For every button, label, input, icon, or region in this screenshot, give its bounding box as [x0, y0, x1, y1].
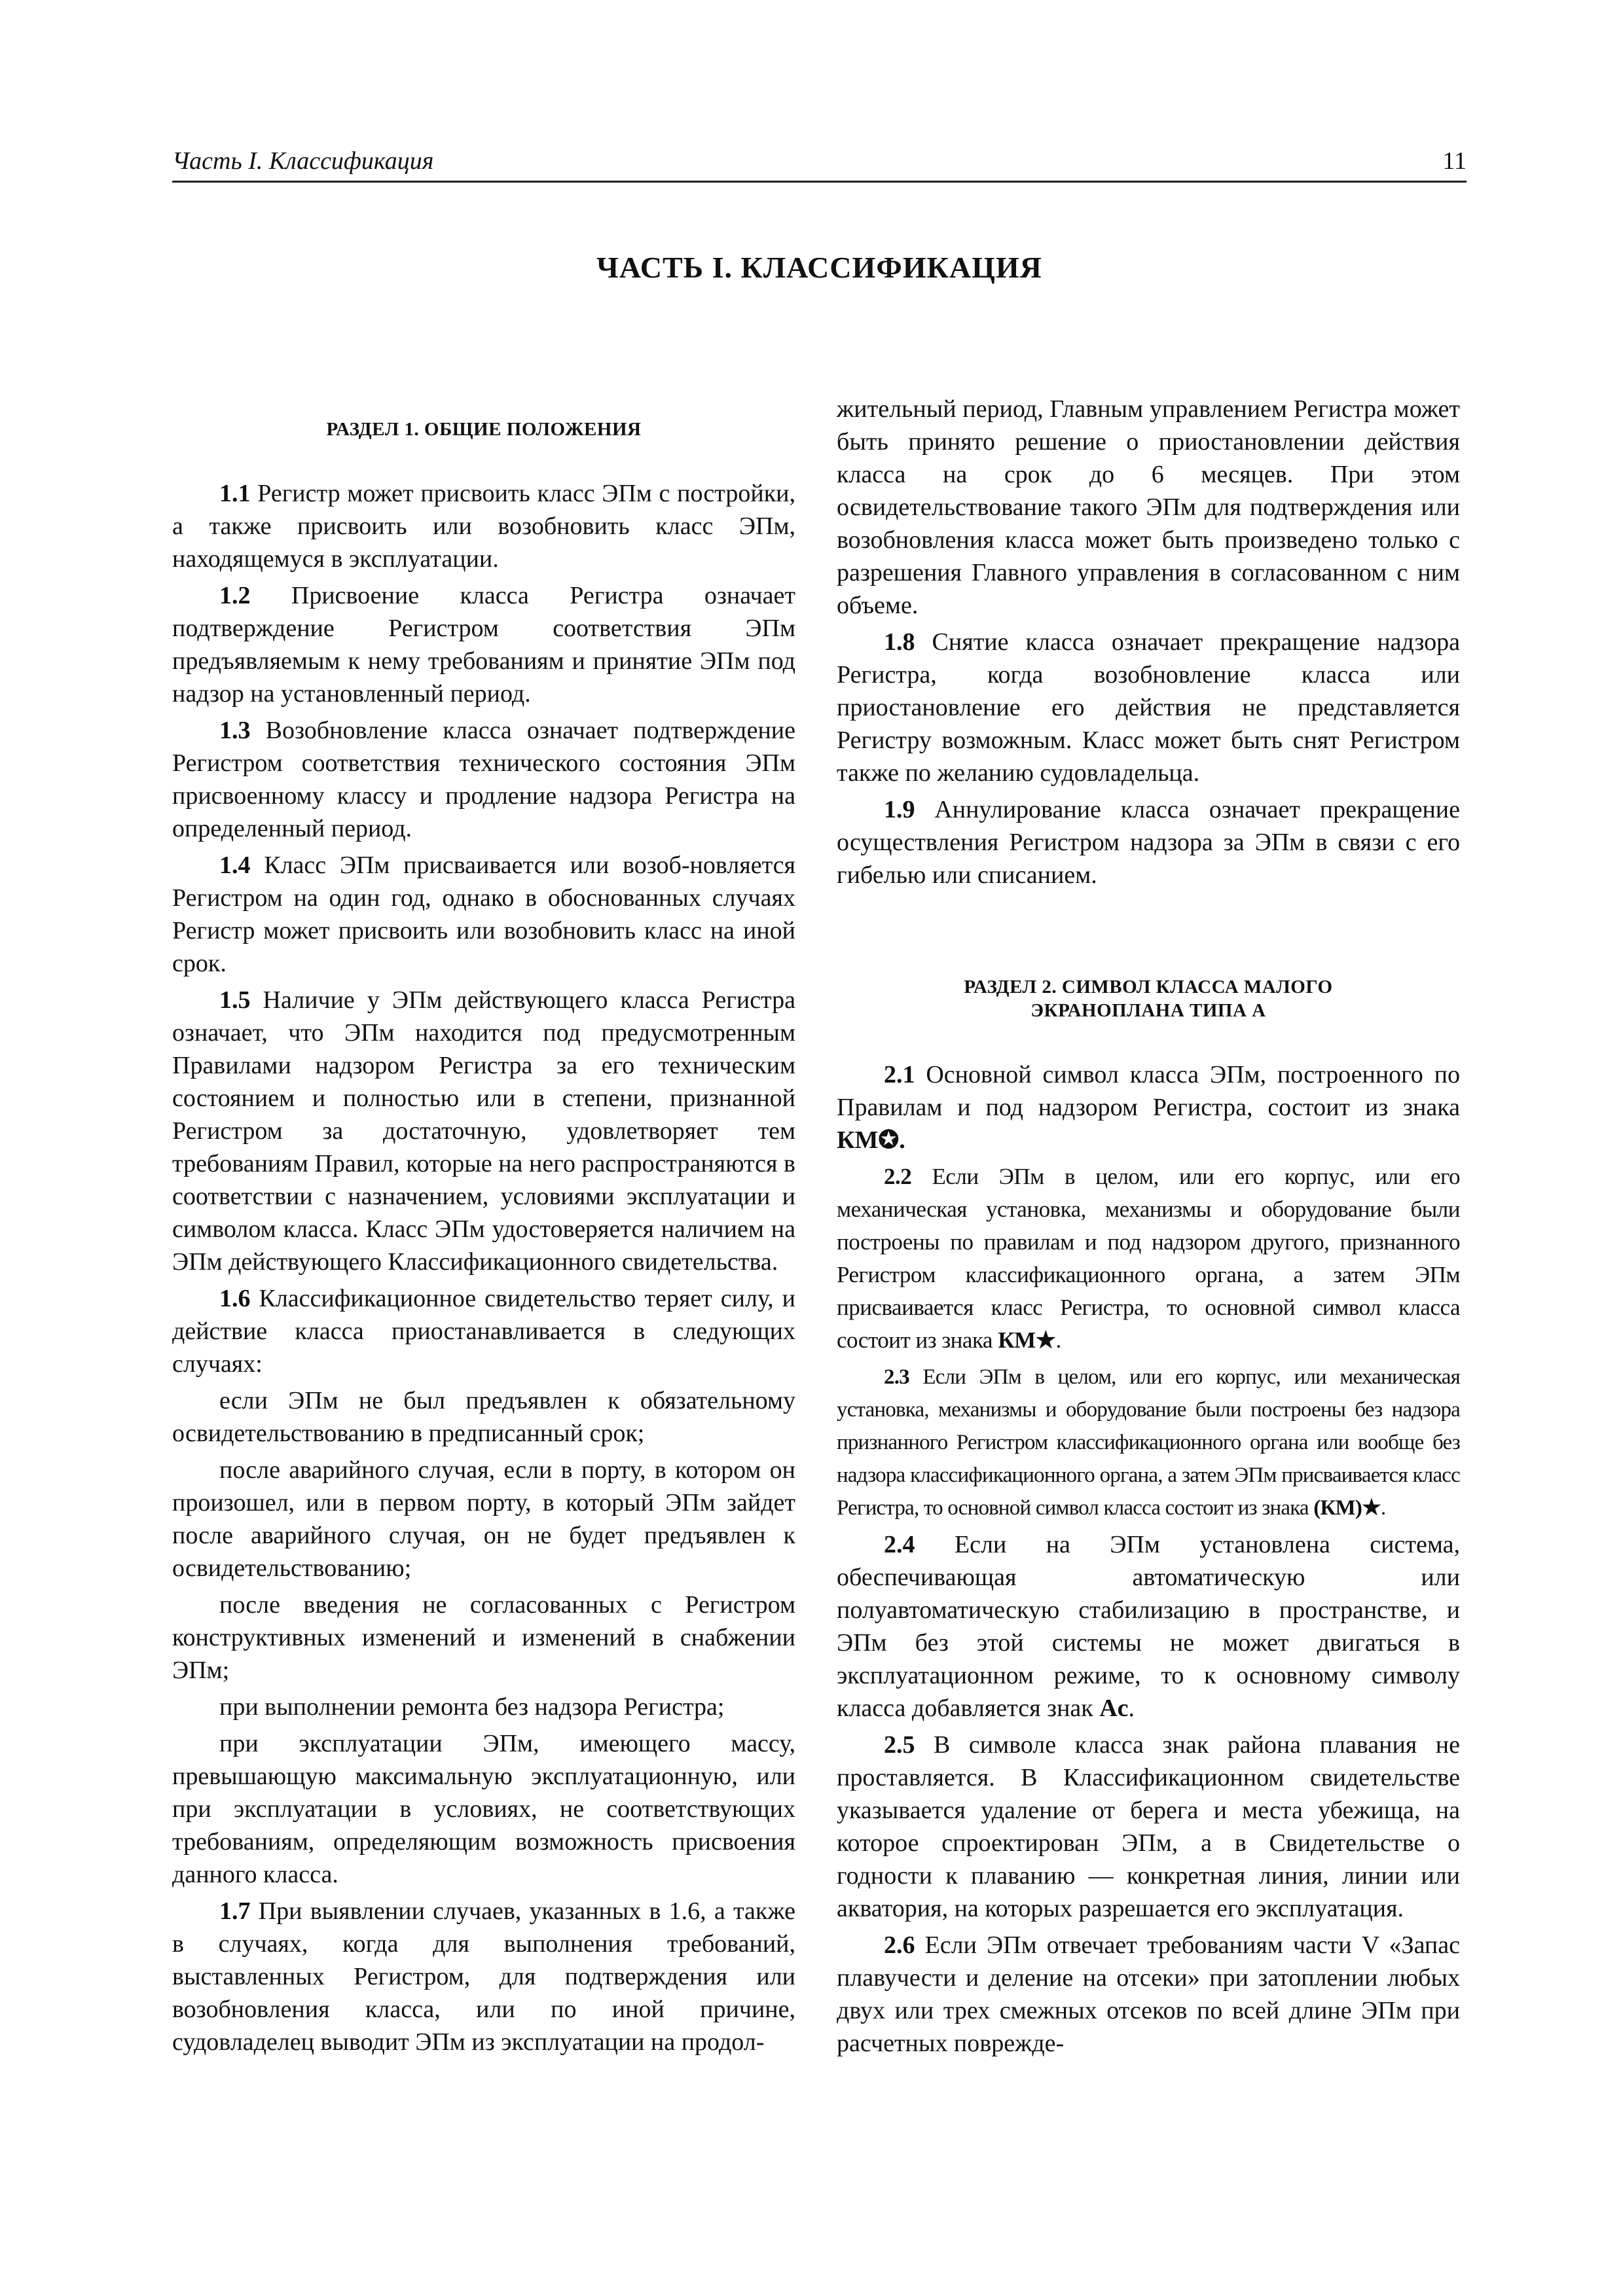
paragraph-number: 1.1: [219, 480, 251, 507]
running-header: [172, 143, 1467, 183]
paragraph-2-6: [837, 1929, 1460, 2060]
paragraph-text: При выявлении случаев, указанных в 1.6, а также в случаях, когда для выполнения требований, выставленных Регистром, для подтверждения или возобновления класса, или по иной причине, судовладелец выводит ЭПм из эксплуатации на продол-: [172, 1897, 795, 2056]
right-column: [837, 393, 1460, 2064]
paragraph-text: В символе класса знак района плавания не проставляется. В Классификационном свидетельстве указывается удаление от берега и места убежища, на которое спроектирован ЭПм, а в Свидетельстве о годности к плаванию — конкретная линия, линии или акватория, на которых разрешается его эксплуатация.: [837, 1731, 1460, 1922]
paragraph-text: Аннулирование класса означает прекращение осуществления Регистром надзора за ЭПм в связи с его гибелью или списанием.: [837, 796, 1460, 889]
paragraph-end: .: [1128, 1695, 1135, 1722]
class-symbol: КМ★: [998, 1327, 1056, 1353]
paragraph-number: 2.2: [884, 1164, 912, 1189]
paragraph-number: 2.1: [884, 1061, 915, 1088]
paragraph-number: 1.9: [884, 796, 915, 823]
paragraph-number: 1.3: [219, 717, 251, 744]
page-number: 11: [1442, 147, 1467, 175]
class-symbol: Ac: [1099, 1695, 1129, 1722]
section-2-heading-line-1: РАЗДЕЛ 2. СИМВОЛ КЛАССА МАЛОГО: [964, 977, 1333, 997]
paragraph-text: Наличие у ЭПм действующего класса Регистра означает, что ЭПм находится под предусмотренным Правилами надзором Регистра за его техническим состоянием и полностью или в степени, признанной Регистром за достаточную, удовлетворяет тем требованиям Правил, которые на него распространяются в соответствии с назначением, условиями эксплуатации и символом класса. Класс ЭПм удостоверяется наличием на ЭПм действующего Классификационного свидетельства.: [172, 986, 795, 1276]
paragraph-number: 1.8: [884, 628, 915, 656]
paragraph-text: Возобновление класса означает подтверждение Регистром соответствия технического состояния ЭПм присвоенному классу и продление надзора Регистра на определенный период.: [172, 717, 795, 842]
paragraph-1-6: [172, 1282, 795, 1380]
paragraph-end: .: [1055, 1327, 1061, 1353]
list-item: после введения не согласованных с Регистром конструктивных изменений и изменений в снабжении ЭПм;: [172, 1591, 795, 1684]
left-column: [172, 393, 795, 2062]
list-item: при выполнении ремонта без надзора Регистра;: [219, 1693, 725, 1721]
class-symbol: КМ✪.: [837, 1126, 905, 1154]
paragraph-text: Если на ЭПм установлена система, обеспечивающая автоматическую или полуавтоматическую стабилизацию в пространстве, и ЭПм без этой системы не может двигаться в эксплуатационном режиме, то к основному символу класса добавляется знак: [837, 1531, 1460, 1722]
section-2-heading: [837, 975, 1460, 1022]
paragraph-1-3: [172, 714, 795, 845]
paragraph-number: 1.7: [219, 1897, 251, 1925]
list-item: если ЭПм не был предъявлен к обязательному освидетельствованию в предписанный срок;: [172, 1387, 795, 1447]
paragraph-text: Присвоение класса Регистра означает подтверждение Регистром соответствия ЭПм предъявляемым к нему требованиям и принятие ЭПм под надзор на установленный период.: [172, 582, 795, 708]
class-symbol: (КМ)★: [1313, 1496, 1381, 1520]
list-item: при эксплуатации ЭПм, имеющего массу, превышающую максимальную эксплуатационную, или при эксплуатации в условиях, не соответствующих требованиям, определяющим возможность присвоения данного класса.: [172, 1730, 795, 1888]
paragraph-text: Если ЭПм в целом, или его корпус, или механическая установка, механизмы и оборудование были построены без надзора признанного Регистром классификационного органа или вообще без надзора классификационного органа, а затем ЭПм присваивается класс Регистра, то основной символ класса состоит из знака: [837, 1365, 1460, 1520]
paragraph-text: Регистр может присвоить класс ЭПм с постройки, а также присвоить или возобновить класс ЭПм, находящемуся в эксплуатации.: [172, 480, 795, 573]
paragraph-number: 1.6: [219, 1285, 251, 1312]
paragraph-text: Класс ЭПм присваивается или возоб-новляется Регистром на один год, однако в обоснованных случаях Регистр может присвоить или возобновить класс на иной срок.: [172, 852, 795, 977]
paragraph-2-2: [837, 1160, 1460, 1357]
paragraph-1-9: [837, 793, 1460, 891]
paragraph-1-5: [172, 984, 795, 1278]
paragraph-1-7-continued: жительный период, Главным управлением Регистра может быть принято решение о приостановлении действия класса на срок до 6 месяцев. При этом освидетельствование такого ЭПм для подтверждения или возобновления класса может быть произведено только с разрешения Главного управления в согласованном с ним объеме.: [837, 395, 1460, 619]
paragraph-1-7: [172, 1895, 795, 2058]
paragraph-text: Если ЭПм в целом, или его корпус, или его механическая установка, механизмы и оборудование были построены по правилам и под надзором другого, признанного Регистром классификационного органа, а затем ЭПм присваивается класс Регистра, то основной символ класса состоит из знака: [837, 1164, 1460, 1353]
paragraph-text: Основной символ класса ЭПм, построенного по Правилам и под надзором Регистра, состоит из знака: [837, 1061, 1460, 1121]
list-item: после аварийного случая, если в порту, в котором он произошел, или в первом порту, в который ЭПм зайдет после аварийного случая, он не будет предъявлен к освидетельствованию;: [172, 1456, 795, 1582]
paragraph-number: 2.3: [884, 1365, 909, 1389]
section-1-heading: РАЗДЕЛ 1. ОБЩИЕ ПОЛОЖЕНИЯ: [326, 419, 642, 440]
paragraph-1-8: [837, 626, 1460, 789]
paragraph-number: 2.6: [884, 1931, 915, 1959]
paragraph-number: 1.4: [219, 852, 251, 879]
paragraph-2-1: [837, 1058, 1460, 1157]
paragraph-2-3: [837, 1361, 1460, 1524]
paragraph-number: 1.2: [219, 582, 251, 609]
part-title: ЧАСТЬ I. КЛАССИФИКАЦИЯ: [596, 251, 1042, 284]
paragraph-1-2: [172, 579, 795, 710]
running-title: Часть I. Классификация: [172, 147, 434, 175]
paragraph-text: Снятие класса означает прекращение надзора Регистра, когда возобновление класса или приостановление его действия не представляется Регистру возможным. Класс может быть снят Регистром также по желанию судовладельца.: [837, 628, 1460, 787]
paragraph-2-5: [837, 1729, 1460, 1925]
paragraph-1-4: [172, 849, 795, 980]
paragraph-1-1: [172, 477, 795, 575]
paragraph-end: .: [1380, 1496, 1386, 1520]
paragraph-number: 1.5: [219, 986, 251, 1014]
paragraph-text: Если ЭПм отвечает требованиям части V «Запас плавучести и деление на отсеки» при затоплении любых двух или трех смежных отсеков по всей длине ЭПм при расчетных поврежде-: [837, 1931, 1460, 2057]
paragraph-number: 2.4: [884, 1531, 915, 1558]
paragraph-text: Классификационное свидетельство теряет силу, и действие класса приостанавливается в следующих случаях:: [172, 1285, 795, 1378]
paragraph-number: 2.5: [884, 1731, 915, 1759]
paragraph-2-4: [837, 1528, 1460, 1725]
section-2-heading-line-2: ЭКРАНОПЛАНА ТИПА А: [1030, 1000, 1266, 1021]
